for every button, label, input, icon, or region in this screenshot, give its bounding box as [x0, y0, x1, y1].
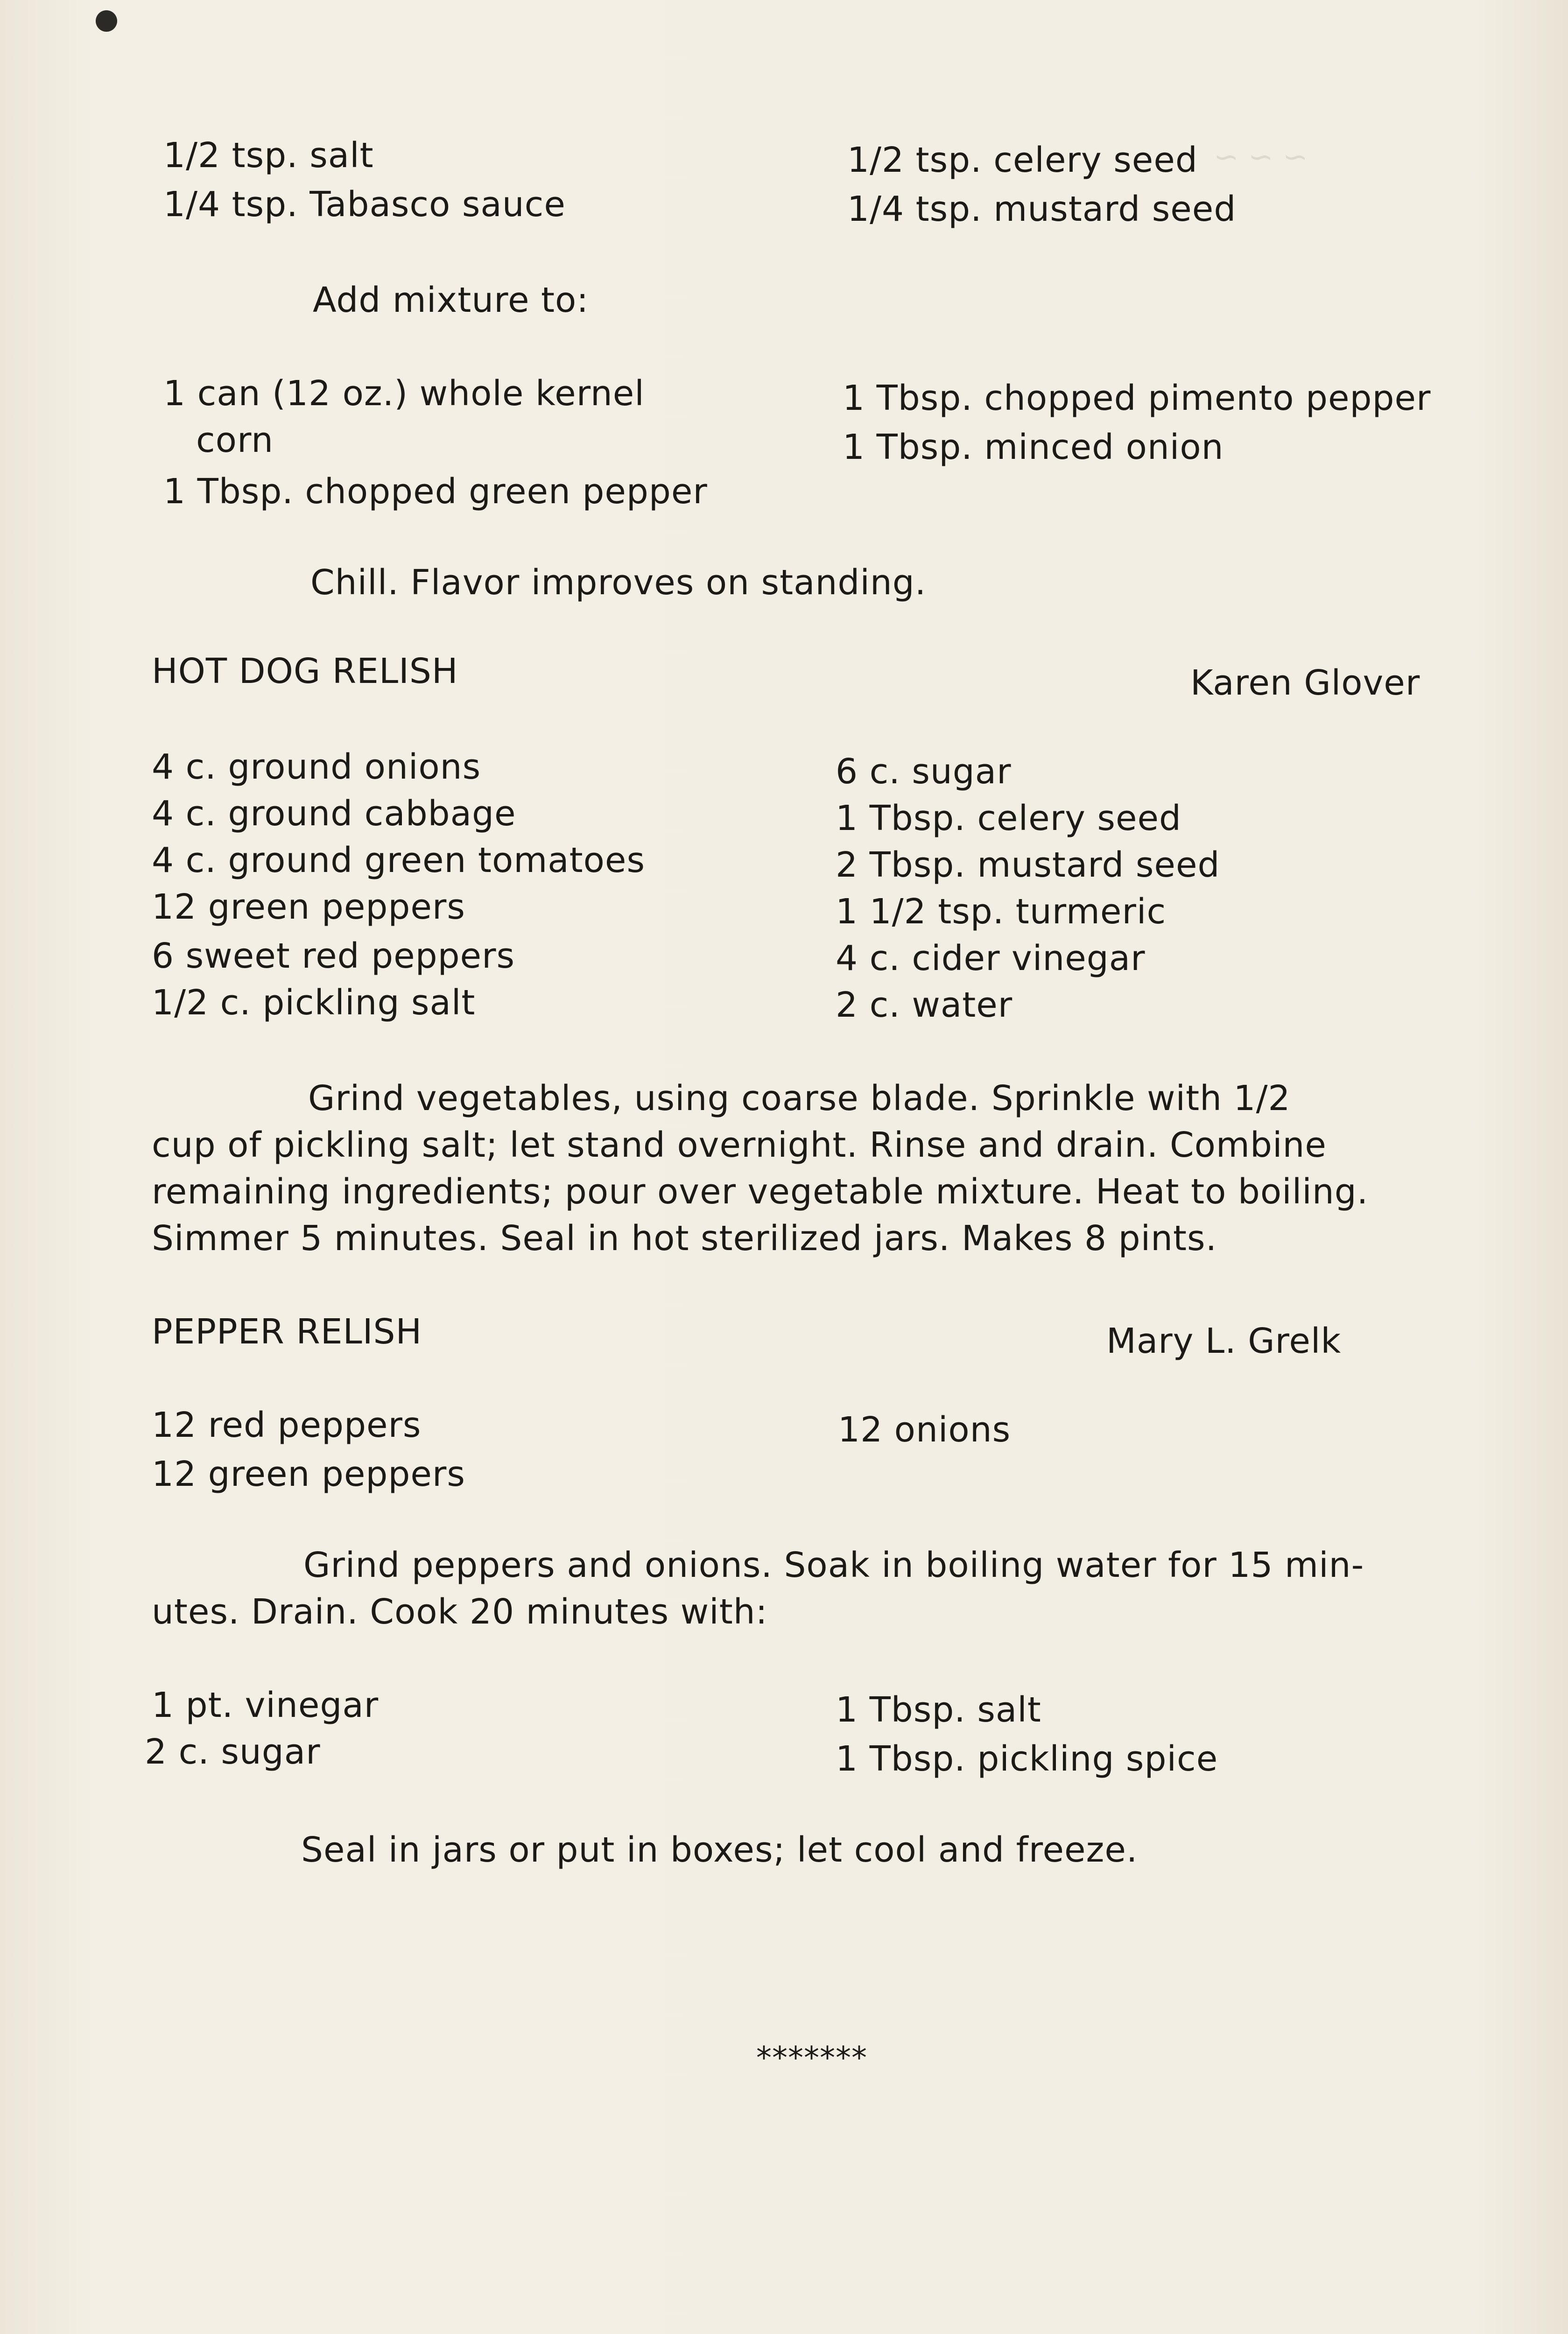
- recipe-title: HOT DOG RELISH: [152, 651, 458, 691]
- instruction-line: Grind vegetables, using coarse blade. Sprinkle with 1/2: [308, 1078, 1291, 1118]
- ingredient-line: 1/4 tsp. mustard seed: [847, 189, 1237, 229]
- instruction-line: Seal in jars or put in boxes; let cool and freeze.: [301, 1830, 1138, 1870]
- ingredient-line: 2 c. sugar: [145, 1732, 321, 1772]
- ingredient-line: 1 Tbsp. pickling spice: [836, 1739, 1218, 1779]
- ingredient-line: 12 green peppers: [152, 887, 465, 927]
- instruction-line: Add mixture to:: [313, 280, 589, 320]
- ingredient-line: 4 c. ground cabbage: [152, 794, 516, 834]
- ingredient-line: 4 c. cider vinegar: [836, 938, 1146, 978]
- ingredient-line: 1/2 tsp. salt: [163, 135, 374, 176]
- ingredient-line: 4 c. ground green tomatoes: [152, 840, 646, 880]
- separator: *******: [756, 2040, 867, 2076]
- ingredient-line: 1 pt. vinegar: [152, 1685, 379, 1725]
- ingredient-line: 1 can (12 oz.) whole kernel: [163, 373, 645, 414]
- ingredient-line: 12 red peppers: [152, 1405, 422, 1445]
- ingredient-line: 1 1/2 tsp. turmeric: [836, 892, 1167, 932]
- ingredient-line: 1/2 tsp. celery seed: [847, 140, 1198, 180]
- instruction-line: remaining ingredients; pour over vegetable mixture. Heat to boiling.: [152, 1172, 1369, 1212]
- instruction-line: cup of pickling salt; let stand overnight. Rinse and drain. Combine: [152, 1125, 1327, 1165]
- recipe-author: Karen Glover: [1190, 663, 1420, 703]
- recipe-title: PEPPER RELISH: [152, 1312, 422, 1352]
- instruction-line: Simmer 5 minutes. Seal in hot sterilized jars. Makes 8 pints.: [152, 1218, 1217, 1258]
- ingredient-line: 1 Tbsp. celery seed: [836, 798, 1181, 838]
- instruction-line: utes. Drain. Cook 20 minutes with:: [152, 1592, 768, 1632]
- ingredient-line: 1/2 c. pickling salt: [152, 983, 476, 1023]
- ingredient-line: 1 Tbsp. salt: [836, 1690, 1041, 1730]
- instruction-line: Chill. Flavor improves on standing.: [310, 562, 927, 603]
- punch-hole: [96, 10, 117, 32]
- ingredient-line: 1/4 tsp. Tabasco sauce: [163, 184, 566, 225]
- ingredient-line: 4 c. ground onions: [152, 747, 481, 787]
- ingredient-line: 2 Tbsp. mustard seed: [836, 845, 1220, 885]
- bleed-through-text: ~ ~ ~: [1214, 140, 1308, 175]
- ingredient-line: 12 green peppers: [152, 1454, 465, 1494]
- ingredient-line: 1 Tbsp. minced onion: [843, 427, 1224, 467]
- ingredient-line: 6 sweet red peppers: [152, 936, 515, 976]
- recipe-author: Mary L. Grelk: [1106, 1321, 1342, 1361]
- ingredient-line: 6 c. sugar: [836, 752, 1012, 792]
- ingredient-line: 1 Tbsp. chopped green pepper: [163, 471, 708, 512]
- ingredient-line: 1 Tbsp. chopped pimento pepper: [843, 378, 1431, 418]
- ingredient-line: 2 c. water: [836, 985, 1013, 1025]
- ingredient-line: corn: [196, 420, 274, 460]
- instruction-line: Grind peppers and onions. Soak in boiling water for 15 min-: [303, 1545, 1364, 1585]
- ingredient-line: 12 onions: [838, 1410, 1011, 1450]
